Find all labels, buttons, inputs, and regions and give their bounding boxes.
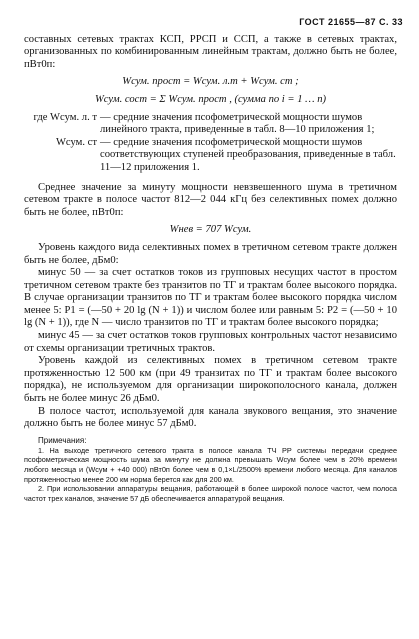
- paragraph-6: Уровень каждой из селективных помех в третичном сетевом тракте протяженностью 12 500 км (при 49 транзитах по ТГ и трактам более высокого порядка), не используемом для организации широкополосного канала, должен быть не более минус 26 дБм0.: [24, 355, 397, 405]
- definitions: [24, 112, 397, 175]
- note-1: 1. На выходе третичного сетевого тракта в полосе канала ТЧ РР системы передачи среднее псофометрическая мощность шума за минуту не должна превышать Wсум более чем в 20% времени любого месяца и (Wсум + +40 000) пВт0п более чем в 0,1×L/2500% времени любого месяца. Для каналов протяженностью менее 200 км норма берется как для 200 км.: [24, 445, 397, 484]
- notes-title: Примечания:: [38, 435, 87, 445]
- paragraph-3: Уровень каждого вида селективных помех в третичном сетевом тракте должен быть не более, дБм0:: [24, 241, 397, 266]
- definition-1-symbol: где Wсум. л. т: [33, 111, 97, 123]
- definition-2-text: — средние значения псофометрической мощности шумов соответствующих ступеней преобразования, приведенные в табл. 11—12 приложения 1.: [100, 136, 396, 173]
- definition-1-text: — средние значения псофометрической мощности шумов линейного тракта, приведенные в табл. 8—10 приложения 1;: [100, 111, 375, 136]
- paragraph-2: Среднее значение за минуту мощности невзвешенного шума в третичном сетевом тракте в полосе частот 812—2 044 кГц без селективных помех должно быть не более, пВт0п:: [24, 181, 397, 218]
- formula-composite-tract: Wсум. сост = Σ Wсум. прост , (сумма по i = 1 … n): [94, 93, 327, 105]
- page-header: ГОСТ 21655—87 С. 33: [299, 17, 403, 27]
- definition-2-symbol: Wсум. ст: [55, 136, 97, 148]
- paragraph-1: составных сетевых трактах КСП, РРСП и ССП, а также в сетевых трактах, организованных по комбинированным линейным трактам, должно быть не более, пВт0п:: [24, 33, 397, 70]
- note-2: 2. При использовании аппаратуры вещания, работающей в более широкой полосе частот, чем полоса частот трех каналов, значение 57 дБ обеспечивается аппаратурой вещания.: [24, 484, 397, 503]
- paragraph-5: минус 45 — за счет остатков токов групповых контрольных частот независимо от схемы организации третичных трактов.: [24, 330, 397, 354]
- paragraph-4: минус 50 — за счет остатков токов из групповых несущих частот в простом третичном сетевом тракте без транзитов по ТГ и трактам более высокого порядка. В случае организации транзитов по ТГ и трактам более высокого порядка числом менее 5: P1 = (—50 + 20 lg (N + 1)) и числом более или равным 5: P2 = (—50 + 10 lg (N + 1)), где N — число транзитов по ТГ и трактам более высокого порядка;: [24, 267, 397, 329]
- formula-unweighted-noise: Wнев = 707 Wсум.: [169, 224, 252, 236]
- paragraph-7: В полосе частот, используемой для канала звукового вещания, это значение должно быть не более минус 57 дБм0.: [24, 405, 397, 430]
- formula-simple-tract: Wсум. прост = Wсум. л.т + Wсум. ст ;: [122, 76, 299, 88]
